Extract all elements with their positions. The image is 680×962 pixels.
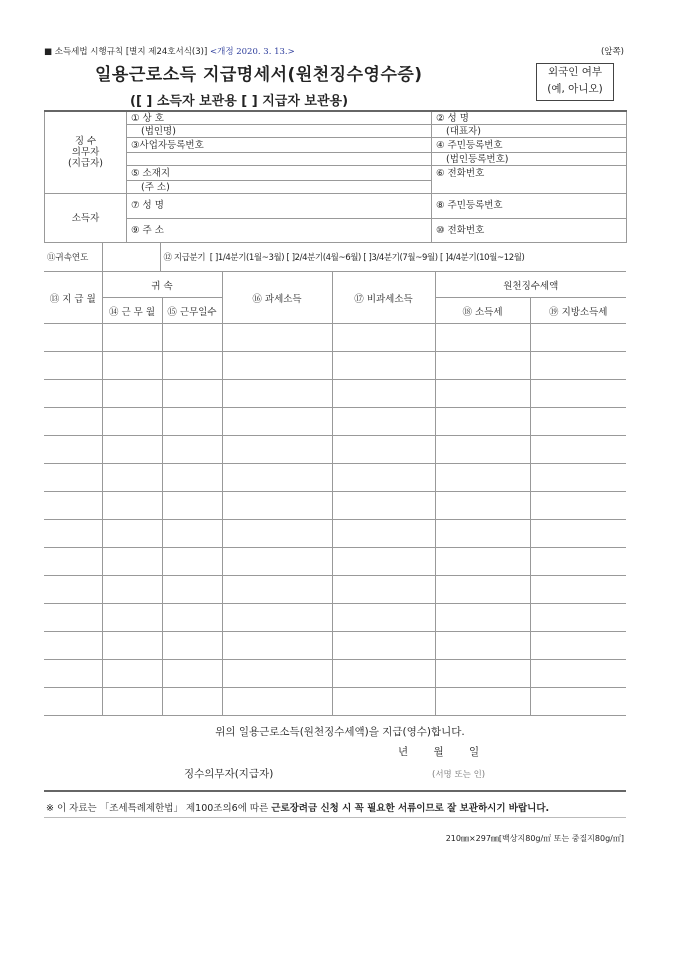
table-cell[interactable] <box>222 492 332 520</box>
table-cell[interactable] <box>332 576 435 604</box>
table-cell[interactable] <box>222 688 332 716</box>
table-cell[interactable] <box>435 632 530 660</box>
table-cell[interactable] <box>222 380 332 408</box>
nontaxable-income-header: ⑰ 비과세소득 <box>332 272 435 324</box>
form-reference <box>44 45 295 57</box>
table-cell[interactable] <box>44 352 102 380</box>
table-cell[interactable] <box>332 352 435 380</box>
table-cell[interactable] <box>222 604 332 632</box>
payer-phone-field[interactable]: ⑥ 전화번호 <box>432 166 627 194</box>
table-cell[interactable] <box>162 548 222 576</box>
table-cell[interactable] <box>162 324 222 352</box>
table-cell[interactable] <box>435 324 530 352</box>
empty-cell <box>127 153 432 166</box>
table-cell[interactable] <box>530 408 626 436</box>
work-month-header: ⑭ 근 무 월 <box>102 298 162 324</box>
payment-quarter-label: ⑫ 지급분기 <box>163 253 206 263</box>
table-cell[interactable] <box>222 324 332 352</box>
table-cell[interactable] <box>332 436 435 464</box>
earner-phone-field[interactable]: ⑩ 전화번호 <box>432 218 627 243</box>
table-cell[interactable] <box>44 324 102 352</box>
quarter-4-checkbox[interactable]: [ ]4/4분기(10월~12월) <box>440 253 525 263</box>
payer-signature-label: 징수의무자(지급자) <box>184 768 274 780</box>
table-cell[interactable] <box>162 520 222 548</box>
page-side: (앞쪽) <box>600 47 624 57</box>
table-cell[interactable] <box>332 380 435 408</box>
table-cell[interactable] <box>435 576 530 604</box>
table-cell[interactable] <box>102 324 162 352</box>
table-cell[interactable] <box>530 380 626 408</box>
table-row <box>44 352 626 380</box>
table-cell[interactable] <box>44 408 102 436</box>
table-row <box>44 632 626 660</box>
table-cell[interactable] <box>435 352 530 380</box>
table-cell[interactable] <box>102 464 162 492</box>
table-cell[interactable] <box>530 436 626 464</box>
table-cell[interactable] <box>162 632 222 660</box>
table-cell[interactable] <box>44 464 102 492</box>
table-cell[interactable] <box>44 660 102 688</box>
table-row <box>44 380 626 408</box>
table-cell[interactable] <box>102 380 162 408</box>
table-cell[interactable] <box>102 660 162 688</box>
corp-reg-number-sub: (법인등록번호) <box>432 153 627 166</box>
earner-resident-number-field[interactable]: ⑧ 주민등록번호 <box>432 194 627 219</box>
table-cell[interactable] <box>162 464 222 492</box>
confirmation-statement: 위의 일용근로소득(원천징수세액)을 지급(영수)합니다. <box>215 726 465 738</box>
business-reg-number-field[interactable]: ③사업자등록번호 <box>127 138 432 153</box>
table-cell[interactable] <box>530 352 626 380</box>
revision-date: <개정 2020. 3. 13.> <box>210 47 295 57</box>
signature-hint[interactable]: (서명 또는 인) <box>432 770 486 780</box>
table-cell[interactable] <box>102 604 162 632</box>
table-cell[interactable] <box>530 660 626 688</box>
table-cell[interactable] <box>162 576 222 604</box>
table-cell[interactable] <box>435 604 530 632</box>
table-cell[interactable] <box>162 660 222 688</box>
table-cell[interactable] <box>332 520 435 548</box>
table-cell[interactable] <box>102 520 162 548</box>
attribution-header: 귀 속 <box>102 272 222 298</box>
table-cell[interactable] <box>222 632 332 660</box>
party-info-table <box>44 110 627 243</box>
payment-month-header: ⑬ 지 급 월 <box>44 272 102 324</box>
resident-reg-number-field[interactable]: ④ 주민등록번호 <box>432 138 627 153</box>
table-cell[interactable] <box>530 520 626 548</box>
notice-text: ※ 이 자료는 「조세특례제한법」 제100조의6에 따른 근로장려금 신청 시 꼭 필요한 서류이므로 잘 보관하시기 바랍니다. <box>46 803 550 814</box>
table-cell[interactable] <box>102 436 162 464</box>
income-tax-header: ⑱ 소득세 <box>435 298 530 324</box>
table-cell[interactable] <box>44 492 102 520</box>
table-cell[interactable] <box>102 632 162 660</box>
form-subtitle[interactable]: ([ ] 소득자 보관용 [ ] 지급자 보관용) <box>130 94 349 109</box>
table-cell[interactable] <box>222 576 332 604</box>
divider <box>44 817 626 818</box>
table-cell[interactable] <box>530 688 626 716</box>
table-cell[interactable] <box>162 688 222 716</box>
table-cell[interactable] <box>435 380 530 408</box>
table-row <box>44 660 626 688</box>
table-cell[interactable] <box>44 436 102 464</box>
table-cell[interactable] <box>332 604 435 632</box>
attribution-year-input[interactable] <box>102 243 160 272</box>
payment-quarter-options <box>160 243 626 272</box>
work-days-header: ⑮ 근무일수 <box>162 298 222 324</box>
table-cell[interactable] <box>44 576 102 604</box>
attribution-year-label: ⑪귀속연도 <box>44 243 102 272</box>
table-cell[interactable] <box>530 548 626 576</box>
table-cell[interactable] <box>530 464 626 492</box>
table-cell[interactable] <box>222 520 332 548</box>
table-cell[interactable] <box>222 548 332 576</box>
table-cell[interactable] <box>222 660 332 688</box>
table-cell[interactable] <box>332 464 435 492</box>
quarter-1-checkbox[interactable]: [ ]1/4분기(1월~3월) <box>209 253 285 263</box>
table-cell[interactable] <box>162 380 222 408</box>
table-row <box>44 436 626 464</box>
table-cell[interactable] <box>44 380 102 408</box>
table-cell[interactable] <box>435 436 530 464</box>
table-cell[interactable] <box>435 548 530 576</box>
table-cell[interactable] <box>332 632 435 660</box>
foreign-status-box[interactable] <box>536 63 614 101</box>
table-row <box>44 604 626 632</box>
table-cell[interactable] <box>530 604 626 632</box>
table-cell[interactable] <box>435 492 530 520</box>
table-row <box>44 408 626 436</box>
table-row <box>44 324 626 352</box>
foreign-status-options: (예, 아니오) <box>547 83 603 95</box>
table-row <box>44 688 626 716</box>
table-cell[interactable] <box>435 520 530 548</box>
table-cell[interactable] <box>530 576 626 604</box>
table-cell[interactable] <box>332 492 435 520</box>
withholding-tax-header: 원천징수세액 <box>435 272 626 298</box>
table-cell[interactable] <box>222 464 332 492</box>
table-cell[interactable] <box>332 688 435 716</box>
table-cell[interactable] <box>44 548 102 576</box>
table-cell[interactable] <box>102 576 162 604</box>
table-cell[interactable] <box>162 436 222 464</box>
table-cell[interactable] <box>44 604 102 632</box>
table-row <box>44 576 626 604</box>
representative-name-field[interactable]: ② 성 명 <box>432 111 627 125</box>
table-cell[interactable] <box>162 604 222 632</box>
table-cell[interactable] <box>530 632 626 660</box>
foreign-status-label: 외국인 여부 <box>547 66 603 78</box>
business-name-sub: (법인명) <box>127 125 432 138</box>
table-cell[interactable] <box>332 408 435 436</box>
table-cell[interactable] <box>102 408 162 436</box>
paper-spec: 210㎜×297㎜[백상지80g/㎡ 또는 중질지80g/㎡] <box>445 834 624 843</box>
table-cell[interactable] <box>435 660 530 688</box>
period-row <box>44 242 626 272</box>
table-cell[interactable] <box>44 520 102 548</box>
payer-section-label: 징 수 의무자 (지급자) <box>45 111 127 194</box>
table-row <box>44 520 626 548</box>
table-row <box>44 492 626 520</box>
representative-sub: (대표자) <box>432 125 627 138</box>
table-cell[interactable] <box>435 464 530 492</box>
earner-name-field[interactable]: ⑦ 성 명 <box>127 194 432 219</box>
table-cell[interactable] <box>222 352 332 380</box>
date-line[interactable]: 년 월 일 <box>398 746 480 758</box>
table-cell[interactable] <box>102 688 162 716</box>
earner-section-label: 소득자 <box>45 194 127 243</box>
table-row <box>44 464 626 492</box>
form-title: 일용근로소득 지급명세서(원천징수영수증) <box>95 65 423 85</box>
table-cell[interactable] <box>44 632 102 660</box>
business-name-field[interactable]: ① 상 호 <box>127 111 432 125</box>
divider <box>44 790 626 792</box>
table-cell[interactable] <box>102 492 162 520</box>
table-cell[interactable] <box>530 324 626 352</box>
table-cell[interactable] <box>102 548 162 576</box>
table-cell[interactable] <box>162 492 222 520</box>
table-cell[interactable] <box>162 408 222 436</box>
table-cell[interactable] <box>332 660 435 688</box>
quarter-2-checkbox[interactable]: [ ]2/4분기(4월~6월) <box>286 253 361 263</box>
local-income-tax-header: ⑲ 지방소득세 <box>530 298 626 324</box>
address-sub: (주 소) <box>127 181 432 194</box>
table-cell[interactable] <box>332 324 435 352</box>
table-cell[interactable] <box>435 408 530 436</box>
payment-detail-table <box>44 271 626 716</box>
table-row <box>44 548 626 576</box>
table-cell[interactable] <box>222 408 332 436</box>
earner-address-field[interactable]: ⑨ 주 소 <box>127 218 432 243</box>
table-cell[interactable] <box>332 548 435 576</box>
table-cell[interactable] <box>102 352 162 380</box>
table-cell[interactable] <box>162 352 222 380</box>
table-cell[interactable] <box>44 688 102 716</box>
taxable-income-header: ⑯ 과세소득 <box>222 272 332 324</box>
address-field[interactable]: ⑤ 소재지 <box>127 166 432 181</box>
table-cell[interactable] <box>530 492 626 520</box>
quarter-3-checkbox[interactable]: [ ]3/4분기(7월~9월) <box>363 253 438 263</box>
law-reference: ■ 소득세법 시행규칙 [별지 제24호서식(3)] <box>44 47 208 57</box>
table-cell[interactable] <box>222 436 332 464</box>
table-cell[interactable] <box>435 688 530 716</box>
